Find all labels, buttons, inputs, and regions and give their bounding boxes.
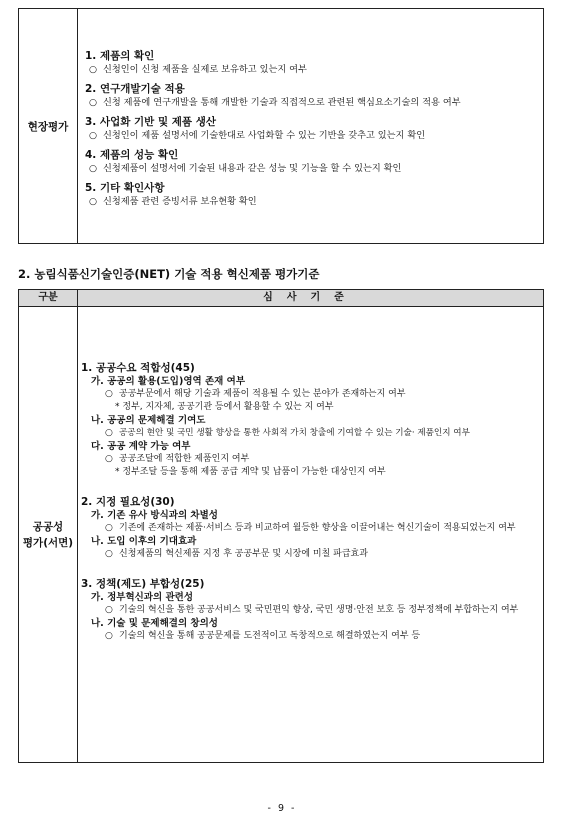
circle-bullet-icon: ○ (105, 389, 113, 399)
criteria-bullet: ○ 공공의 현안 및 국민 생활 향상을 통한 사회적 가치 창출에 기여할 수 있는 기술· 제품인지 여부 (105, 428, 470, 438)
field-evaluation-body (85, 49, 539, 214)
table-header (19, 290, 543, 307)
group-heading: 3. 정책(제도) 부합성(25) (81, 578, 205, 590)
item-bullet: ○ 신청인이 신청 제품을 실제로 보유하고 있는지 여부 (89, 64, 307, 75)
circle-bullet-icon: ○ (105, 549, 113, 559)
circle-bullet-icon: ○ (105, 523, 113, 533)
section-title: 2. 농림식품신기술인증(NET) 기술 적용 혁신제품 평가기준 (18, 267, 320, 281)
subgroup-heading: 가. 공공의 활용(도입)영역 존재 여부 (91, 376, 246, 387)
field-evaluation-table (18, 8, 544, 244)
public-evaluation-label: 공공성 평가(서면) (19, 307, 78, 762)
header-category: 구분 (19, 290, 78, 306)
item-heading: 1. 제품의 확인 (85, 50, 155, 62)
group-heading: 2. 지정 필요성(30) (81, 496, 175, 508)
subgroup-heading: 가. 정부혁신과의 관련성 (91, 592, 193, 603)
criteria-table (18, 289, 544, 763)
subgroup-heading: 나. 도입 이후의 기대효과 (91, 536, 197, 547)
circle-bullet-icon: ○ (89, 97, 98, 108)
circle-bullet-icon: ○ (105, 605, 113, 615)
criteria-note: * 정부조달 등을 통해 제품 공급 계약 및 납품이 가능한 대상인지 여부 (115, 467, 386, 477)
item-heading: 2. 연구개발기술 적용 (85, 83, 185, 95)
criteria-bullet: ○ 신청제품의 혁신제품 지정 후 공공부문 및 시장에 미칠 파급효과 (105, 549, 368, 559)
item-bullet: ○ 신청제품이 설명서에 기술된 내용과 같은 성능 및 기능을 할 수 있는지 확인 (89, 163, 402, 174)
circle-bullet-icon: ○ (89, 163, 98, 174)
criteria-bullet: ○ 공공조달에 적합한 제품인지 여부 (105, 454, 250, 464)
circle-bullet-icon: ○ (89, 130, 98, 141)
subgroup-heading: 다. 공공 계약 가능 여부 (91, 441, 191, 452)
circle-bullet-icon: ○ (105, 631, 113, 641)
circle-bullet-icon: ○ (89, 64, 98, 75)
subgroup-heading: 나. 공공의 문제해결 기여도 (91, 415, 206, 426)
circle-bullet-icon: ○ (105, 454, 113, 464)
item-heading: 5. 기타 확인사항 (85, 182, 165, 194)
header-criteria: 심사기준 (263, 292, 358, 303)
criteria-bullet: ○ 기술의 혁신을 통해 공공문제를 도전적이고 독창적으로 해결하였는지 여부 등 (105, 631, 421, 641)
criteria-note: * 정부, 지자체, 공공기관 등에서 활용할 수 있는 지 여부 (115, 402, 334, 412)
criteria-bullet: ○ 기존에 존재하는 제품·서비스 등과 비교하여 월등한 향상을 이끌어내는 혁신기술이 적용되었는지 여부 (105, 523, 516, 533)
page-number: - 9 - (267, 803, 297, 814)
criteria-bullet: ○ 공공부문에서 해당 기술과 제품이 적용될 수 있는 분야가 존재하는지 여부 (105, 389, 406, 399)
group-heading: 1. 공공수요 적합성(45) (81, 362, 195, 374)
item-heading: 3. 사업화 기반 및 제품 생산 (85, 116, 217, 128)
item-bullet: ○ 신청 제품에 연구개발을 통해 개발한 기술과 직접적으로 관련된 핵심요소기술의 적용 여부 (89, 97, 461, 108)
circle-bullet-icon: ○ (105, 428, 113, 438)
item-bullet: ○ 신청제품 관련 증빙서류 보유현황 확인 (89, 196, 257, 207)
subgroup-heading: 가. 기존 유사 방식과의 차별성 (91, 510, 218, 521)
criteria-bullet: ○ 기술의 혁신을 통한 공공서비스 및 국민편익 향상, 국민 생명·안전 보호 등 정부정책에 부합하는지 여부 (105, 605, 519, 615)
subgroup-heading: 나. 기술 및 문제해결의 창의성 (91, 618, 218, 629)
item-heading: 4. 제품의 성능 확인 (85, 149, 179, 161)
circle-bullet-icon: ○ (89, 196, 98, 207)
item-bullet: ○ 신청인이 제품 설명서에 기술한대로 사업화할 수 있는 기반을 갖추고 있는지 확인 (89, 130, 426, 141)
criteria-body (81, 361, 539, 643)
field-evaluation-label: 현장평가 (19, 9, 78, 243)
